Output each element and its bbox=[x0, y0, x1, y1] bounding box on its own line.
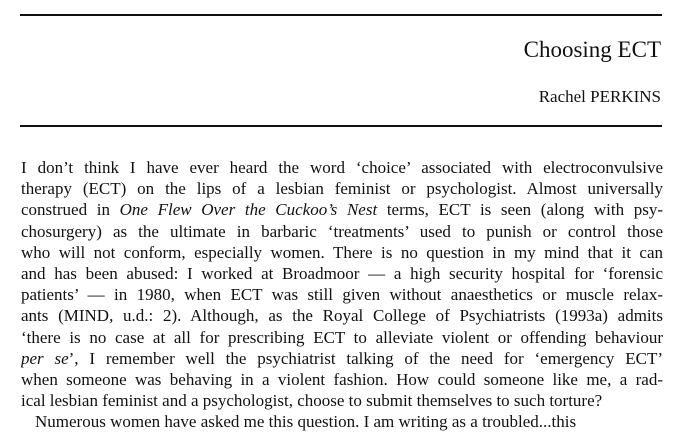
body-line bbox=[21, 199, 663, 220]
per-se-italic: per se bbox=[21, 348, 69, 368]
body-line: and has been abused: I worked at Broadmoor — a high security hospital for ‘forensic bbox=[21, 263, 663, 283]
article-author: Rachel PERKINS bbox=[538, 87, 661, 106]
body-line-cut-off: Numerous women have asked me this question. I am writing as a troubled...this bbox=[35, 412, 577, 432]
top-rule bbox=[20, 14, 662, 16]
body-text-segment: ’, I remember well the psychiatrist talking of the need for ‘emergency ECT’ bbox=[68, 348, 663, 368]
body-text-segment: construed in bbox=[21, 200, 110, 220]
body-text-segment: terms, ECT is seen (along with psy- bbox=[386, 200, 663, 220]
body-line: ants (MIND, u.d.: 2). Although, as the Royal College of Psychiatrists (1993a) admits bbox=[21, 306, 663, 326]
article-title: Choosing ECT bbox=[523, 37, 661, 62]
article-body bbox=[21, 157, 663, 432]
book-title-italic: One Flew Over the Cuckoo’s Nest bbox=[119, 200, 378, 220]
body-line: when someone was behaving in a violent fashion. How could someone like me, a rad- bbox=[21, 369, 663, 389]
body-line bbox=[21, 348, 663, 369]
body-line: ‘there is no case at all for prescribing ECT to alleviate violent or offending behaviour bbox=[21, 327, 663, 347]
body-line: therapy (ECT) on the lips of a lesbian feminist or psychologist. Almost universally bbox=[21, 179, 663, 199]
body-line: I don’t think I have ever heard the word ‘choice’ associated with electroconvulsive bbox=[21, 158, 663, 177]
header-rule bbox=[20, 125, 662, 127]
body-line: ical lesbian feminist and a psychologist, choose to submit themselves to such torture? bbox=[21, 391, 603, 411]
body-line: chosurgery) as the ultimate in barbaric ‘treatments’ used to punish or control those bbox=[21, 221, 663, 241]
body-line: patients’ — in 1980, when ECT was still given without anaesthetics or muscle relax- bbox=[21, 285, 663, 305]
body-line: who will not conform, especially women. There is no question in my mind that it can bbox=[21, 242, 663, 262]
